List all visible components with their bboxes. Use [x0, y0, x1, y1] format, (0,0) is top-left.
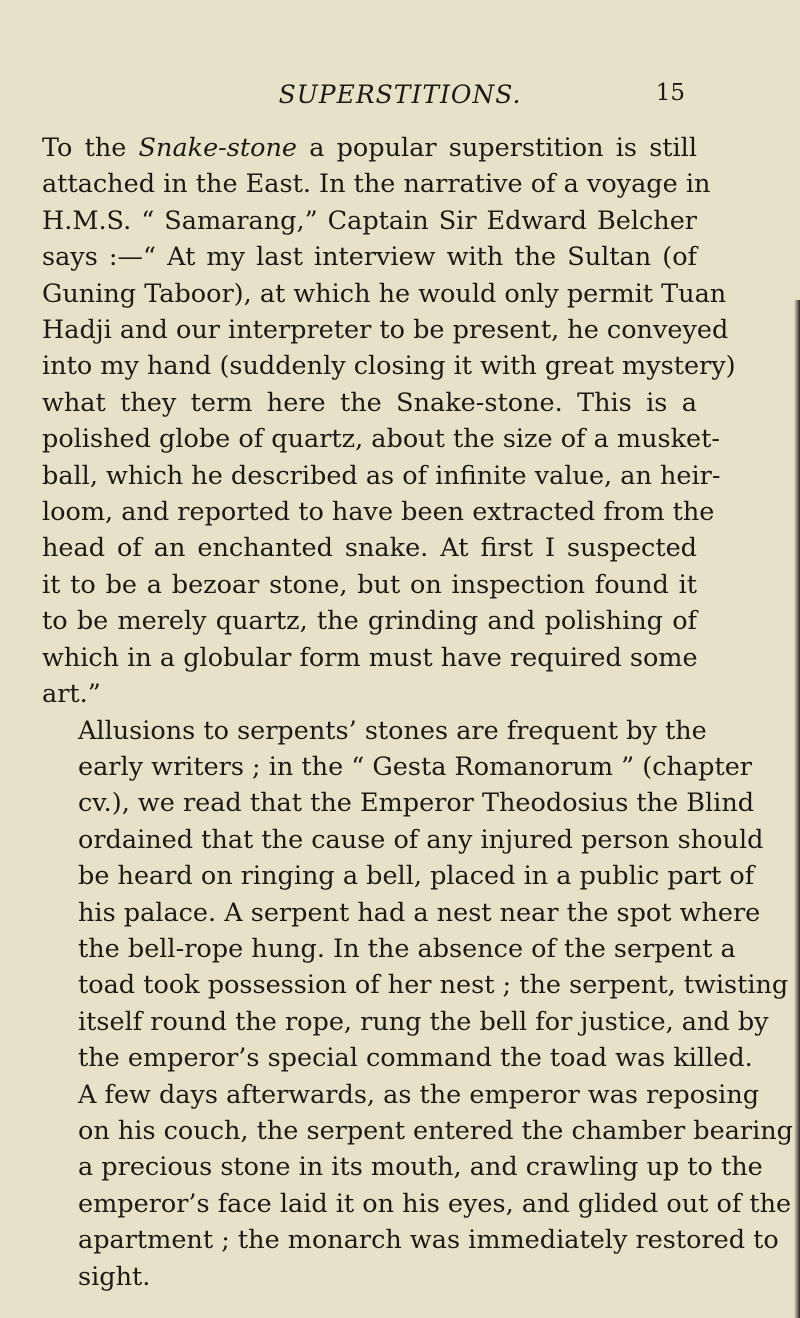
- text-line: says :—“ At my last interview with the Sultan (of: [42, 242, 697, 273]
- text-line: on his couch, the serpent entered the chamber bearing: [78, 1115, 793, 1146]
- text-line: art.”: [42, 679, 101, 710]
- text-line: into my hand (suddenly closing it with great mystery): [42, 351, 736, 382]
- text-line: attached in the East. In the narrative of a voyage in: [42, 169, 711, 200]
- text-line: his palace. A serpent had a nest near the spot where: [78, 897, 761, 928]
- body-text: [42, 130, 793, 1295]
- running-head: [0, 80, 800, 116]
- text-line: which in a globular form must have required some: [42, 642, 698, 673]
- text-line: sight.: [78, 1261, 151, 1292]
- text-line: emperor’s face laid it on his eyes, and glided out of the: [78, 1188, 792, 1219]
- text-line: to be merely quartz, the grinding and polishing of: [42, 606, 697, 637]
- page-number: 15: [655, 80, 685, 106]
- text-line: it to be a bezoar stone, but on inspection found it: [42, 569, 697, 600]
- text-line: toad took possession of her nest ; the serpent, twisting: [78, 970, 789, 1001]
- paragraph-snake-stone: [42, 130, 736, 713]
- text-line: itself round the rope, rung the bell for justice, and by: [78, 1006, 769, 1037]
- page-edge-shadow: [794, 300, 800, 1318]
- text-line: To the Snake-stone a popular superstition is still: [42, 133, 697, 163]
- text-line: ordained that the cause of any injured person should: [78, 824, 764, 855]
- text-line: what they term here the Snake-stone. This is a: [42, 387, 697, 418]
- text-line: head of an enchanted snake. At first I suspected: [42, 533, 697, 564]
- text-line: loom, and reported to have been extracted from the: [42, 497, 715, 528]
- text-line: cv.), we read that the Emperor Theodosius the Blind: [78, 788, 755, 819]
- text-line: Allusions to serpents’ stones are frequent by the: [78, 715, 707, 746]
- text-line: be heard on ringing a bell, placed in a public part of: [78, 861, 755, 892]
- text-line: ball, which he described as of infinite value, an heir-: [42, 460, 721, 491]
- text-line: H.M.S. “ Samarang,” Captain Sir Edward Belcher: [42, 205, 697, 236]
- text-line: early writers ; in the “ Gesta Romanorum ” (chapter: [78, 751, 752, 782]
- paragraph-serpents-stones: [42, 713, 793, 1296]
- text-line: A few days afterwards, as the emperor was reposing: [78, 1079, 760, 1110]
- text-line: the bell-rope hung. In the absence of the serpent a: [78, 933, 736, 964]
- text-line: a precious stone in its mouth, and crawling up to the: [78, 1152, 763, 1183]
- text-line: apartment ; the monarch was immediately restored to: [78, 1225, 779, 1256]
- text-line: Guning Taboor), at which he would only permit Tuan: [42, 278, 727, 309]
- text-line: polished globe of quartz, about the size of a musket-: [42, 424, 720, 455]
- text-line: the emperor’s special command the toad was killed.: [78, 1043, 753, 1074]
- text-line: Hadji and our interpreter to be present, he conveyed: [42, 315, 729, 346]
- running-title: SUPERSTITIONS.: [278, 80, 522, 109]
